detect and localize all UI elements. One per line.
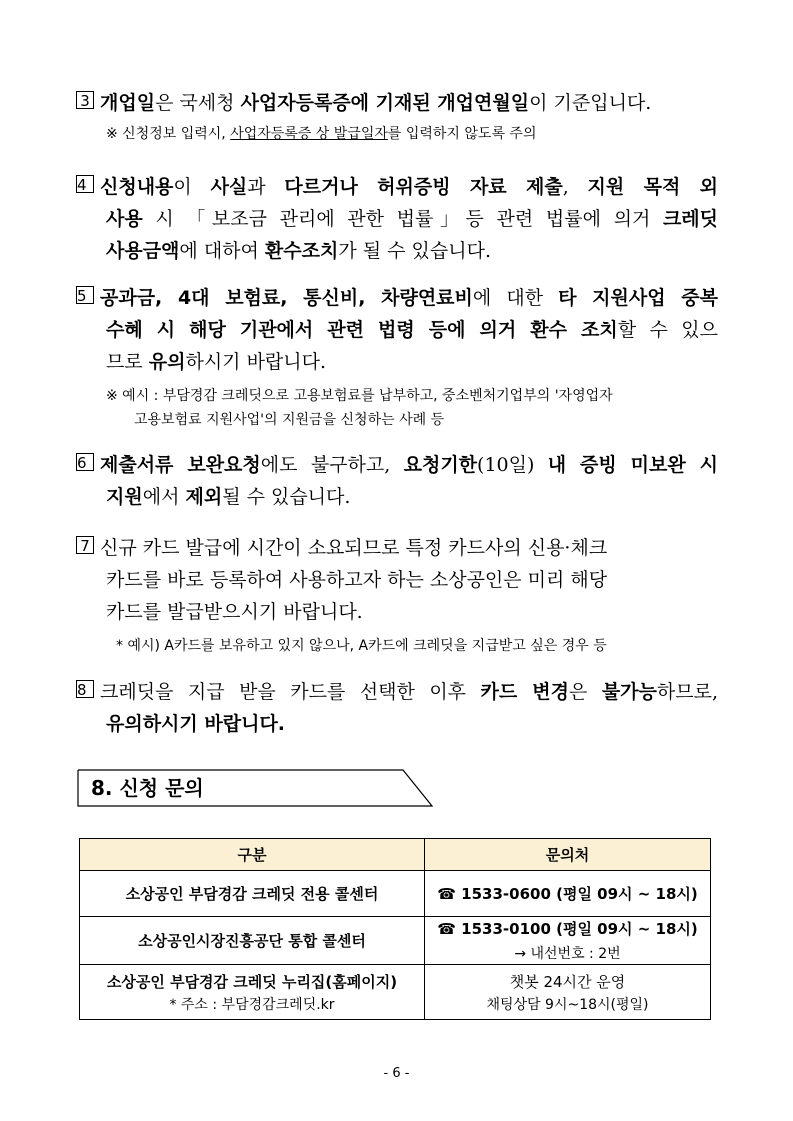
table-row: 소상공인 부담경감 크레딧 누리집(홈페이지) * 주소 : 부담경감크레딧.kr 챗봇 24시간 운영 채팅상담 9시~18시(평일) — [80, 965, 711, 1020]
phone-icon: ☎ — [437, 885, 456, 903]
notice-item-6: 6 제출서류 보완요청에도 불구하고, 요청기한(10일) 내 증빙 미보완 시 지원에서 제외될 수 있습니다. — [77, 454, 718, 508]
notice-item-3: 3 개업일은 국세청 사업자등록증에 기재된 개업연월일이 기준입니다. ※ 신청정보 입력시, 사업자등록증 상 발급일자를 입력하지 않도록 주의 — [76, 87, 718, 146]
note: ※ 예시 : 부담경감 크레딧으로 고용보험료를 납부하고, 중소벤처기업부의 '자영업자 — [106, 388, 613, 404]
item-number: 5 — [76, 286, 94, 304]
header-contact: 문의처 — [425, 839, 711, 871]
notice-item-8: 8 크레딧을 지급 받을 카드를 선택한 이후 카드 변경은 불가능하므로, 유의하시기 바랍니다. — [77, 681, 718, 735]
note: * 예시) A카드를 보유하고 있지 않으나, A카드에 크레딧을 지급받고 싶은 경우 등 — [116, 638, 607, 654]
notice-item-4: 4 신청내용이 사실과 다르거나 허위증빙 자료 제출, 지원 목적 외 사용 시 「보조금 관리에 관한 법률」등 관련 법률에 의거 크레딧 사용금액에 대하여 환수조치가 될 수 있습니다. — [77, 176, 718, 262]
item-number: 7 — [76, 536, 94, 554]
table-header-row — [80, 839, 711, 871]
notice-item-5: 5 공과금, 4대 보험료, 통신비, 차량연료비에 대한 타 지원사업 중복 수혜 시 해당 기관에서 관련 법령 등에 의거 환수 조치할 수 있으 므로 유의하시기 바랍니다. ※ 예시 : 부담경감 크레딧으로 고용보험료를 납부하고, 중소벤처기업부의 '자영업자 고용보험료 지원사업'의 지원금을 신청하는 사례 등 — [76, 282, 718, 432]
note: 고용보험료 지원사업'의 지원금을 신청하는 사례 등 — [134, 412, 445, 428]
header-category: 구분 — [80, 839, 425, 871]
item-number: 6 — [76, 453, 94, 471]
item-number: 3 — [76, 91, 94, 109]
table-row: 소상공인시장진흥공단 통합 콜센터 ☎ 1533-0100 (평일 09시 ~ 18시) → 내선번호 : 2번 — [80, 917, 711, 965]
section-heading — [77, 769, 433, 807]
notice-item-7: 7 신규 카드 발급에 시간이 소요되므로 특정 카드사의 신용·체크 카드를 바로 등록하여 사용하고자 하는 소상공인은 미리 해당 카드를 발급받으시기 바랍니다. * 예시) A카드를 보유하고 있지 않으나, A카드에 크레딧을 지급받고 싶은 경우 등 — [76, 532, 718, 658]
inquiry-table — [79, 838, 711, 1020]
note: ※ 신청정보 입력시, 사업자등록증 상 발급일자를 입력하지 않도록 주의 — [106, 126, 537, 142]
item-number: 4 — [76, 175, 94, 193]
section-title: 8. 신청 문의 — [91, 776, 204, 800]
table-row: 소상공인 부담경감 크레딧 전용 콜센터 ☎ 1533-0600 (평일 09시 ~ 18시) — [80, 871, 711, 917]
phone-icon: ☎ — [437, 920, 456, 938]
page-number: - 6 - — [383, 1066, 410, 1081]
item-number: 8 — [76, 680, 94, 698]
